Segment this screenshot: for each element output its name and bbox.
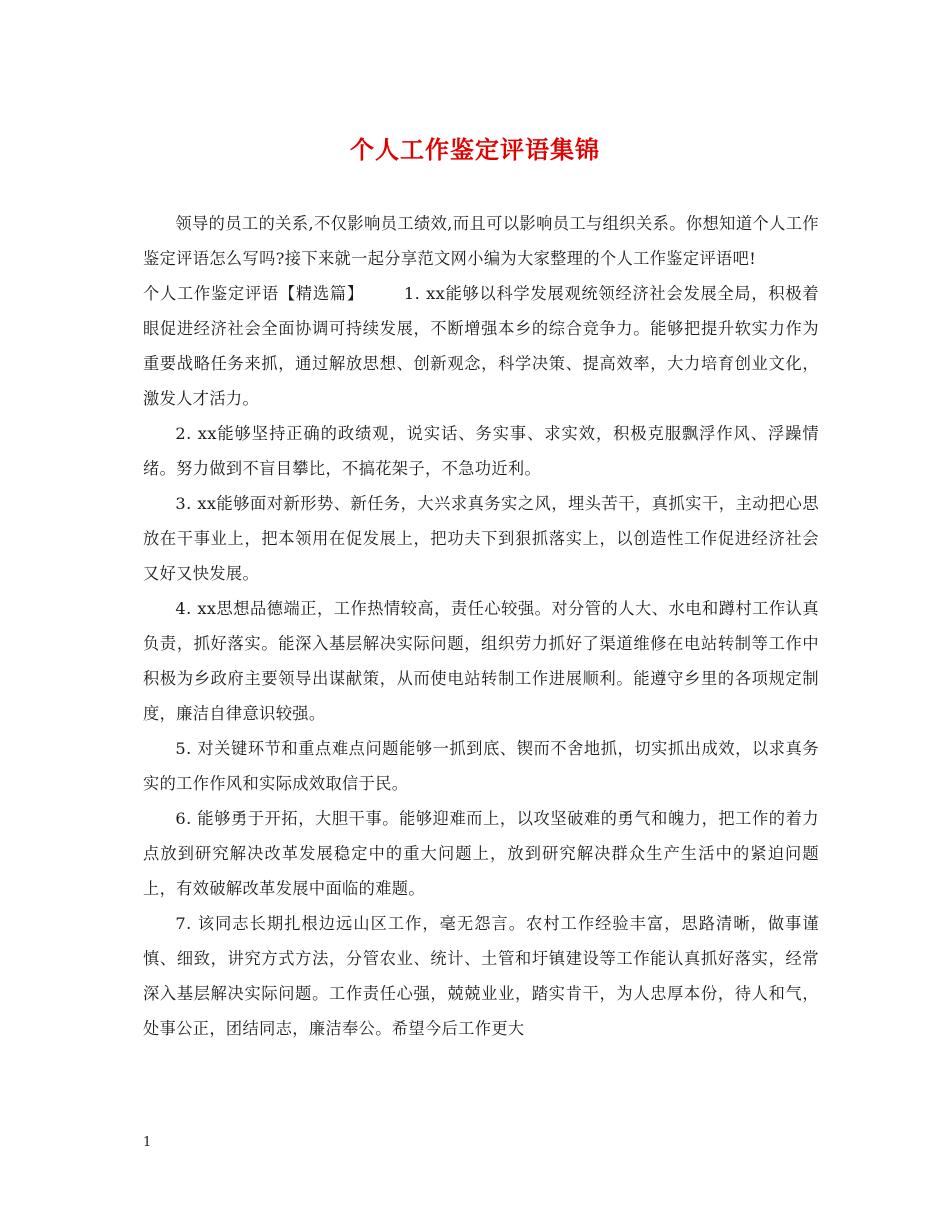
list-item-7: 7. 该同志长期扎根边远山区工作，毫无怨言。农村工作经验丰富，思路清晰，做事谨慎、细致，讲究方式方法，分管农业、统计、土管和圩镇建设等工作能认真抓好落实，经常深入基层解决实际问题。工作责任心强，兢兢业业，踏实肯干，为人忠厚本份，待人和气，处事公正，团结同志，廉洁奉公。希望今后工作更大 xyxy=(143,914,819,1038)
list-item-1: 1. xx能够以科学发展观统领经济社会发展全局，积极着眼促进经济社会全面协调可持续发展，不断增强本乡的综合竞争力。能够把提升软实力作为重要战略任务来抓，通过解放思想、创新观念，科学决策、提高效率，大力培育创业文化，激发人才活力。 xyxy=(143,284,819,408)
section-paragraph xyxy=(143,276,819,416)
list-item-5: 5. 对关键环节和重点难点问题能够一抓到底、锲而不舍地抓，切实抓出成效，以求真务实的工作作风和实际成效取信于民。 xyxy=(143,739,819,793)
page-number: 1 xyxy=(143,1135,152,1150)
list-item-3: 3. xx能够面对新形势、新任务，大兴求真务实之风，埋头苦干，真抓实干，主动把心思放在干事业上，把本领用在促发展上，把功夫下到狠抓落实上，以创造性工作促进经济社会又好又快发展。 xyxy=(143,494,819,583)
list-item-6: 6. 能够勇于开拓，大胆干事。能够迎难而上，以攻坚破难的勇气和魄力，把工作的着力点放到研究解决改革发展稳定中的重大问题上，放到研究解决群众生产生活中的紧迫问题上，有效破解改革发展中面临的难题。 xyxy=(143,809,819,898)
intro-paragraph: 领导的员工的关系,不仅影响员工绩效,而且可以影响员工与组织关系。你想知道个人工作鉴定评语怎么写吗?接下来就一起分享范文网小编为大家整理的个人工作鉴定评语吧! xyxy=(143,214,819,268)
section-heading: 个人工作鉴定评语【精选篇】 xyxy=(143,284,364,303)
list-item-4: 4. xx思想品德端正，工作热情较高，责任心较强。对分管的人大、水电和蹲村工作认真负责，抓好落实。能深入基层解决实际问题，组织劳力抓好了渠道维修在电站转制等工作中积极为乡政府主要领导出谋献策，从而使电站转制工作进展顺利。能遵守乡里的各项规定制度，廉洁自律意识较强。 xyxy=(143,599,819,723)
list-item-2: 2. xx能够坚持正确的政绩观，说实话、务实事、求实效，积极克服飘浮作风、浮躁情绪。努力做到不盲目攀比，不搞花架子，不急功近利。 xyxy=(143,424,819,478)
document-body xyxy=(143,206,819,1046)
document-title: 个人工作鉴定评语集锦 xyxy=(350,135,600,164)
